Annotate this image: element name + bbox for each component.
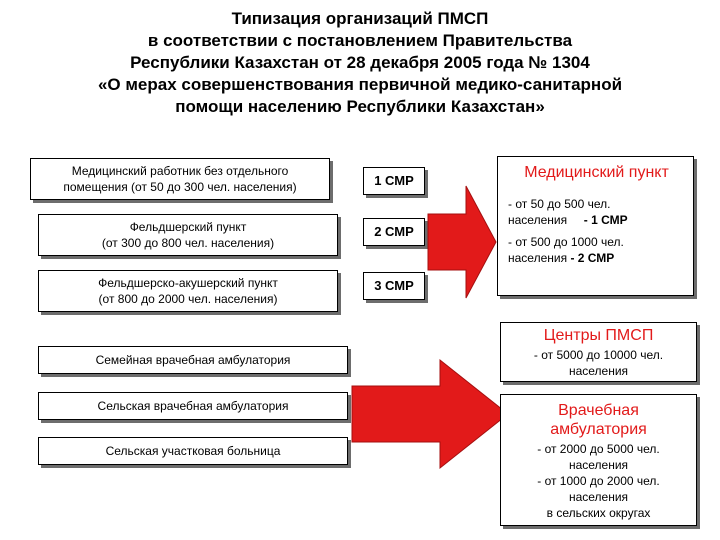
medical-point-item-1-line-2 [508, 212, 685, 228]
medical-ambulatory-heading-line-1: Врачебная [558, 402, 639, 419]
rural-ambulatory-label: Сельская врачебная амбулатория [97, 399, 289, 413]
feldsher-obstetric-line-1: Фельдшерско-акушерский пункт [98, 276, 278, 290]
staff-label-1: 1 СМР [374, 173, 414, 188]
title-line-5: помощи населению Республики Казахстан» [175, 97, 545, 116]
right-arrow-icon [428, 186, 498, 302]
family-ambulatory-label: Семейная врачебная амбулатория [95, 353, 291, 367]
medical-point-item-1-staff: - 1 СМР [583, 213, 628, 227]
staff-box-1 [363, 167, 425, 195]
title-line-4: «О мерах совершенствования первичной медико-санитарной [97, 75, 623, 94]
medical-worker-line-1: Медицинский работник без отдельного [71, 164, 289, 178]
title-line-2: в соответствии с постановлением Правительства [147, 31, 573, 50]
phc-centers-heading: Центры ПМСП [543, 327, 654, 344]
rural-ambulatory-box [38, 392, 348, 420]
medical-ambulatory-box [500, 394, 697, 526]
feldsher-point-line-1: Фельдшерский пункт [129, 220, 247, 234]
medical-point-box [497, 156, 694, 296]
feldsher-obstetric-box [38, 270, 338, 312]
medical-worker-box [30, 158, 330, 200]
medical-ambulatory-item-1-line-1: - от 2000 до 5000 чел. [537, 442, 660, 456]
medical-point-item-1-text: населения [508, 213, 568, 227]
medical-point-item-2-text: населения [508, 251, 568, 265]
phc-centers-line-2: населения [568, 364, 629, 378]
phc-centers-line-1: - от 5000 до 10000 чел. [533, 348, 664, 362]
medical-point-item-1-line-1: - от 50 до 500 чел. [508, 197, 611, 211]
medical-ambulatory-heading-line-2: амбулатория [550, 421, 647, 438]
feldsher-point-box [38, 214, 338, 256]
medical-ambulatory-item-2-line-1: - от 1000 до 2000 чел. [537, 474, 660, 488]
medical-ambulatory-item-1-line-2: населения [568, 458, 629, 472]
medical-point-item-2-line-2 [508, 250, 685, 266]
staff-box-3 [363, 272, 425, 300]
medical-point-heading: Медицинский пункт [524, 164, 669, 181]
title-line-1: Типизация организаций ПМСП [231, 9, 489, 28]
staff-label-2: 2 СМР [374, 224, 414, 239]
medical-point-item-2-line-1: - от 500 до 1000 чел. [508, 235, 624, 249]
phc-centers-box [500, 322, 697, 382]
feldsher-point-line-2: (от 300 до 800 чел. населения) [101, 236, 275, 250]
title-line-3: Республики Казахстан от 28 декабря 2005 года № 1304 [130, 53, 590, 72]
medical-ambulatory-item-2-line-3: в сельских округах [546, 506, 651, 520]
family-ambulatory-box [38, 346, 348, 374]
staff-box-2 [363, 218, 425, 246]
rural-hospital-label: Сельская участковая больница [105, 444, 281, 458]
medical-ambulatory-item-2-line-2: населения [568, 490, 629, 504]
right-arrow-icon-2 [352, 360, 512, 472]
staff-label-3: 3 СМР [374, 278, 414, 293]
medical-worker-line-2: помещения (от 50 до 300 чел. населения) [63, 180, 297, 194]
feldsher-obstetric-line-2: (от 800 до 2000 чел. населения) [98, 292, 278, 306]
rural-hospital-box [38, 437, 348, 465]
medical-point-item-2-staff: - 2 СМР [570, 251, 615, 265]
page-title [40, 8, 680, 118]
